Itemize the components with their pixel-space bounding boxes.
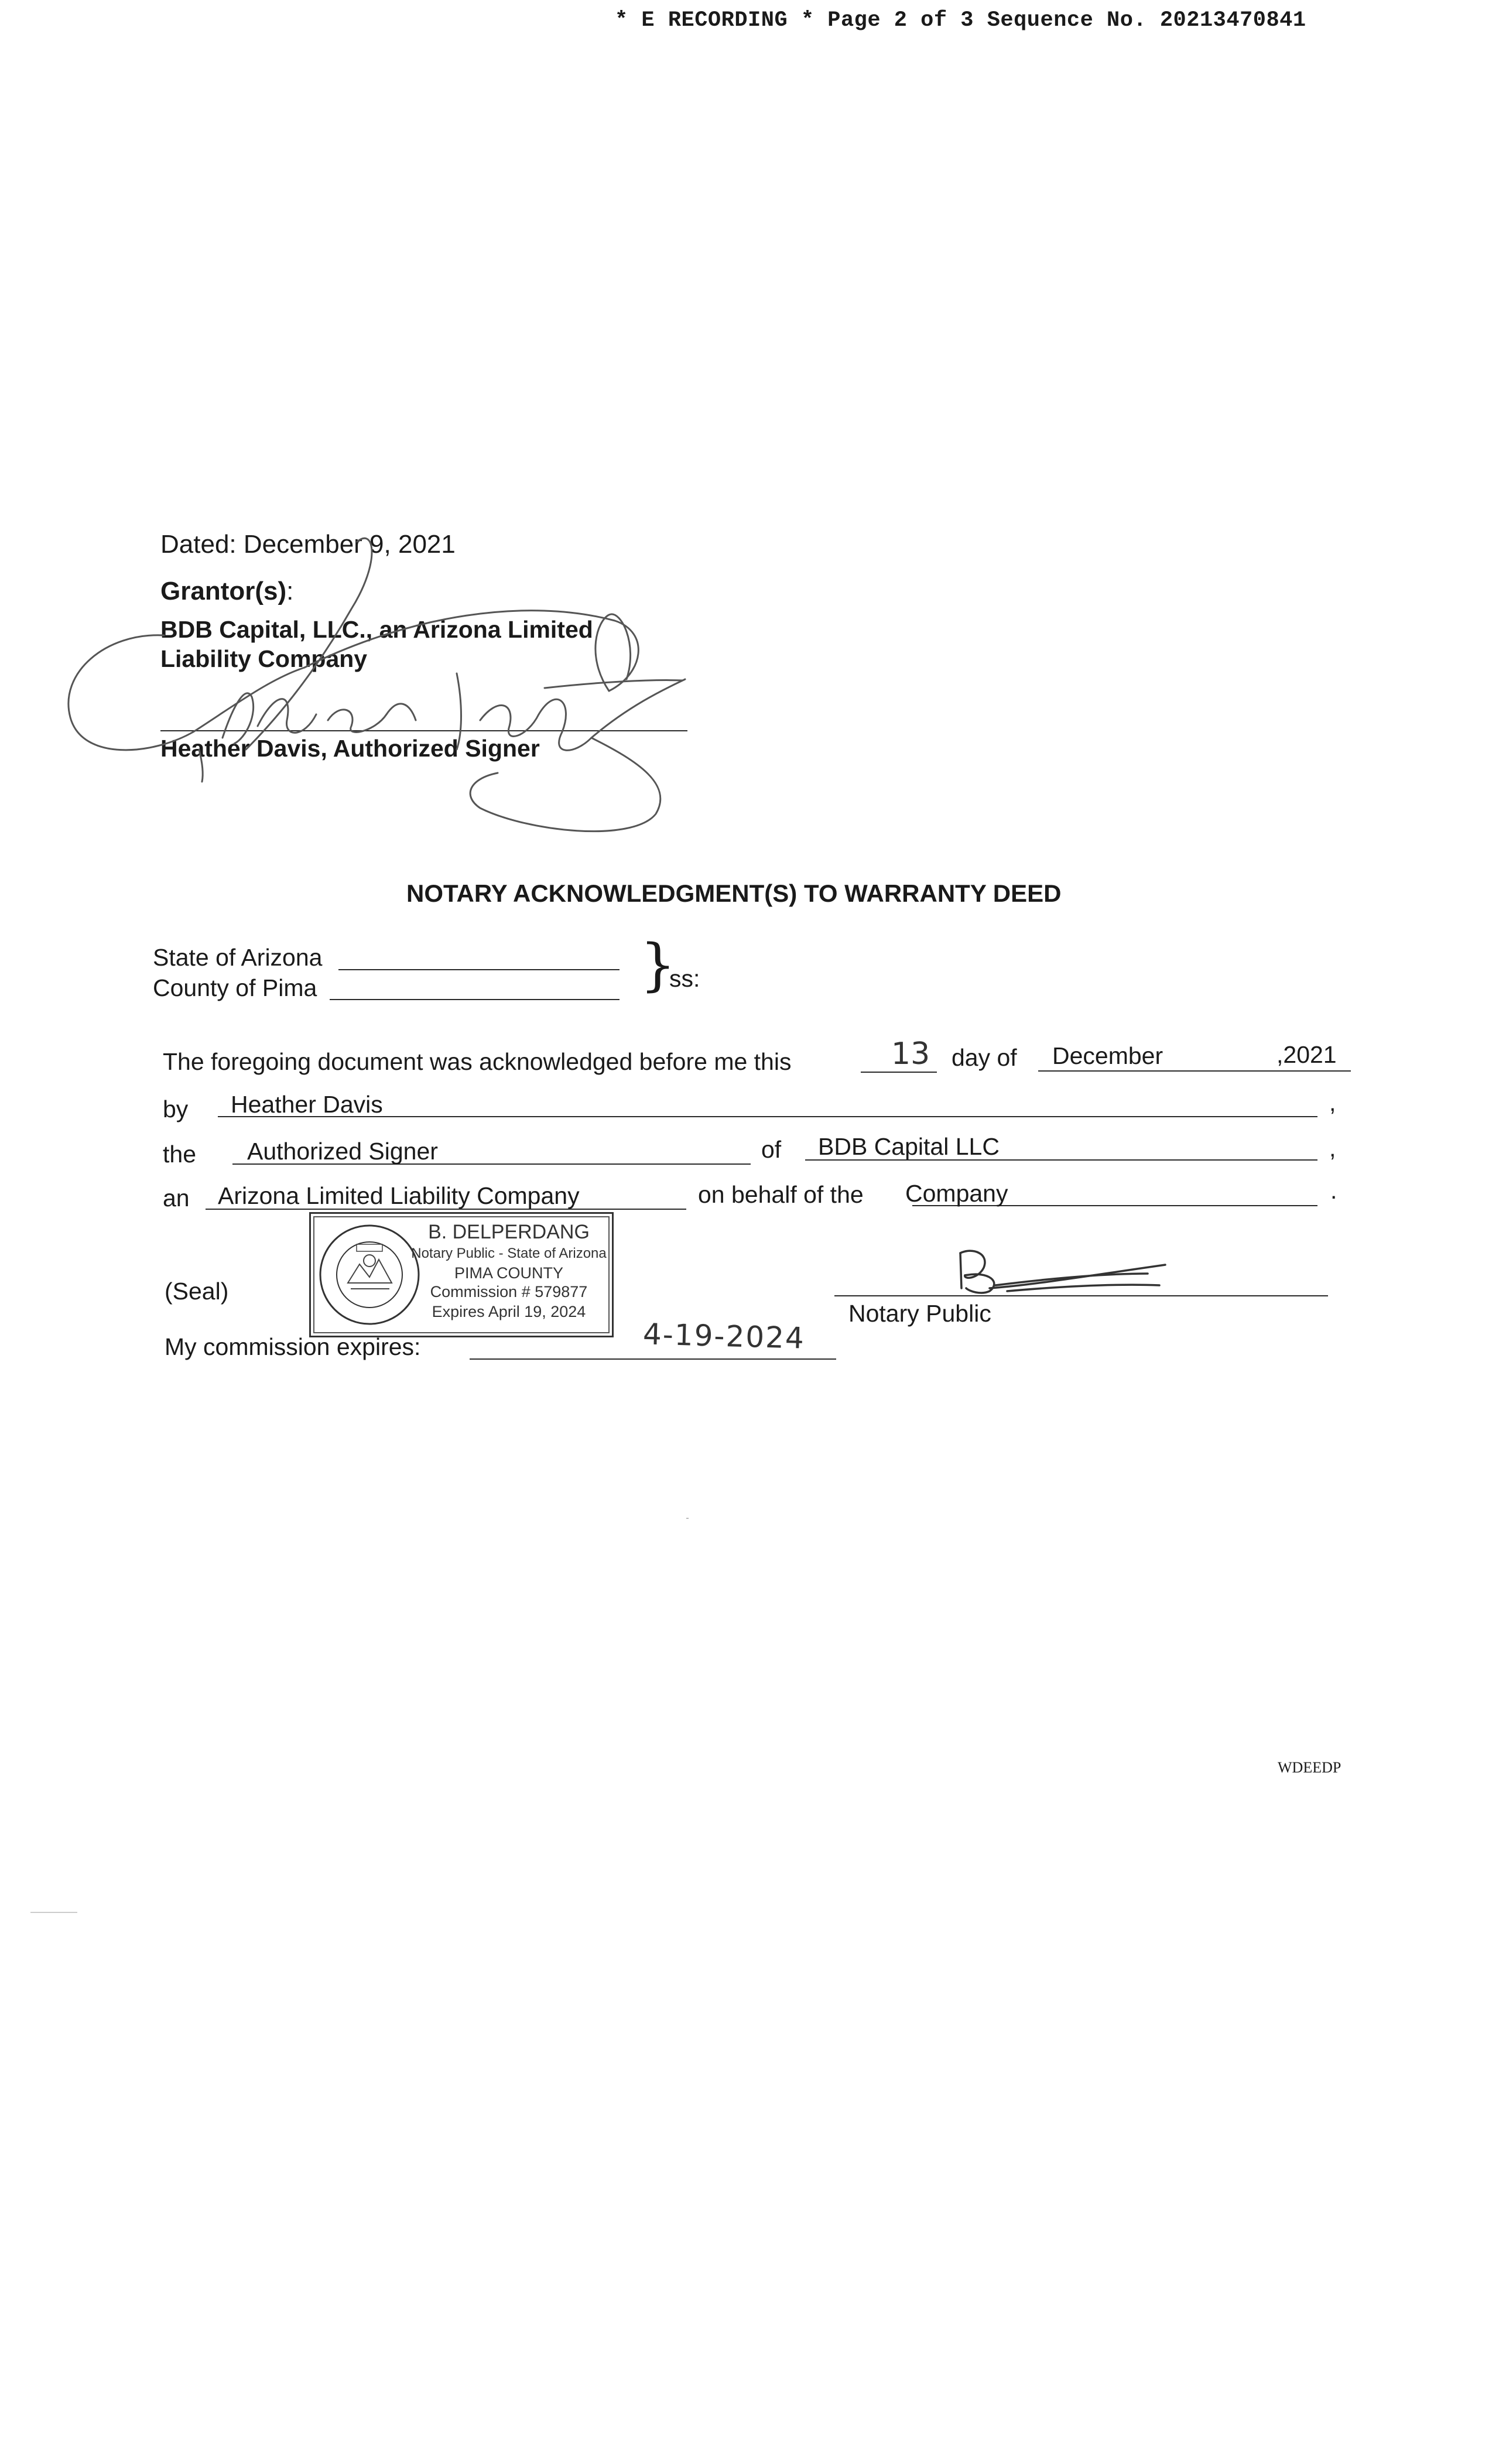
stamp-commission: Commission # 579877 [430, 1283, 588, 1301]
stamp-expires: Expires April 19, 2024 [432, 1303, 586, 1320]
grantor-company-line2: Liability Company [160, 645, 368, 672]
stamp-name: B. DELPERDANG [428, 1221, 590, 1243]
grantor-label: Grantor(s) [160, 577, 287, 605]
grantor-company-line1: BDB Capital, LLC., an Arizona Limited [160, 616, 593, 643]
stamp-notary-state: Notary Public - State of Arizona [411, 1245, 607, 1261]
scan-mark [686, 1518, 689, 1519]
on-behalf-label: on behalf of the [698, 1181, 864, 1208]
by-comma: , [1329, 1089, 1336, 1116]
venue-brace: } [640, 932, 676, 998]
commission-expires-value: 4-19-2024 [642, 1317, 806, 1356]
state-label: State of Arizona [153, 944, 323, 971]
commission-expires-underline [470, 1358, 836, 1360]
of-comma: , [1329, 1135, 1336, 1162]
grantor-signer-name: Heather Davis, Authorized Signer [160, 735, 540, 762]
day-value: 13 [891, 1036, 930, 1072]
the-label: the [163, 1141, 196, 1168]
year-value: ,2021 [1276, 1041, 1337, 1068]
by-value: Heather Davis [231, 1091, 383, 1118]
stamp-county: PIMA COUNTY [454, 1264, 564, 1282]
notary-public-label: Notary Public [848, 1300, 991, 1327]
dated-line: Dated: December 9, 2021 [160, 530, 456, 559]
scan-mark [30, 1912, 77, 1913]
an-label: an [163, 1185, 190, 1212]
recording-header: * E RECORDING * Page 2 of 3 Sequence No. 20213470841 [615, 8, 1306, 33]
title-value: Authorized Signer [247, 1138, 438, 1165]
seal-label: (Seal) [165, 1278, 229, 1305]
county-label: County of Pima [153, 974, 317, 1001]
commission-expires-label: My commission expires: [165, 1333, 421, 1360]
form-code: WDEEDP [1278, 1759, 1341, 1776]
day-of-label: day of [952, 1044, 1017, 1071]
grantor-colon: : [286, 577, 294, 605]
of-value: BDB Capital LLC [818, 1133, 1000, 1160]
month-value: December [1052, 1042, 1163, 1069]
by-label: by [163, 1096, 189, 1123]
notary-acknowledgment-title: NOTARY ACKNOWLEDGMENT(S) TO WARRANTY DEED [406, 879, 1062, 907]
period: . [1330, 1177, 1337, 1204]
entity-type-value: Arizona Limited Liability Company [218, 1182, 580, 1209]
foregoing-text: The foregoing document was acknowledged before me this [163, 1048, 792, 1075]
on-behalf-value: Company [905, 1180, 1008, 1207]
of-label: of [761, 1136, 782, 1163]
ss-label: ss: [669, 965, 700, 992]
